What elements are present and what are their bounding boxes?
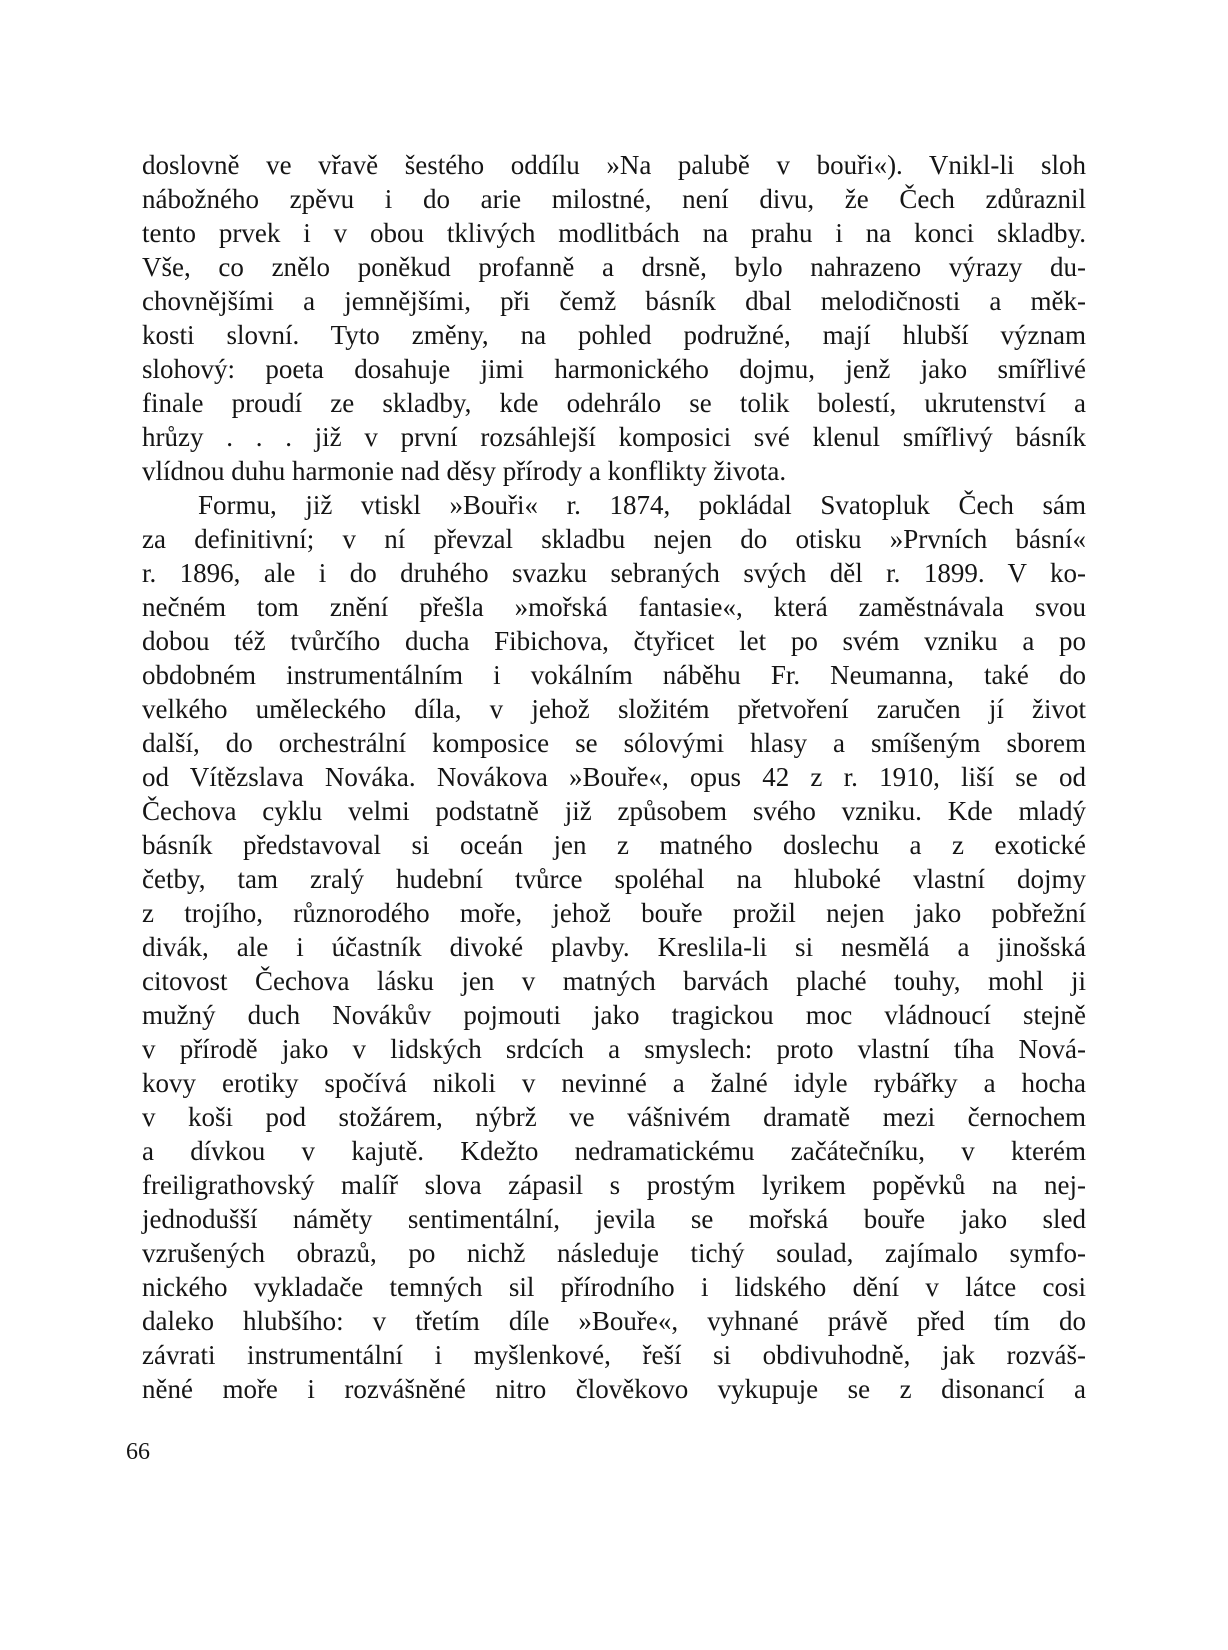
text-line: jednodušší náměty sentimentální, jevila se mořská bouře jako sled bbox=[142, 1204, 1086, 1234]
text-line: nábožného zpěvu i do arie milostné, není divu, že Čech zdůraznil bbox=[142, 184, 1086, 214]
text-line: freiligrathovský malíř slova zápasil s prostým lyrikem popěvků na nej- bbox=[142, 1170, 1086, 1200]
text-line: mužný duch Novákův pojmouti jako tragickou moc vládnoucí stejně bbox=[142, 1000, 1086, 1030]
text-line: slohový: poeta dosahuje jimi harmonického dojmu, jenž jako smířlivé bbox=[142, 354, 1086, 384]
text-line: hrůzy . . . již v první rozsáhlejší komposici své klenul smířlivý básník bbox=[142, 422, 1086, 452]
text-line: básník představoval si oceán jen z matného doslechu a z exotické bbox=[142, 830, 1086, 860]
text-line: v přírodě jako v lidských srdcích a smyslech: proto vlastní tíha Nová- bbox=[142, 1034, 1086, 1064]
text-line: četby, tam zralý hudební tvůrce spoléhal na hluboké vlastní dojmy bbox=[142, 864, 1086, 894]
text-line: od Vítězslava Nováka. Novákova »Bouře«, opus 42 z r. 1910, liší se od bbox=[142, 762, 1086, 792]
text-line: vzrušených obrazů, po nichž následuje tichý soulad, zajímalo symfo- bbox=[142, 1238, 1086, 1268]
text-line: kosti slovní. Tyto změny, na pohled podružné, mají hlubší význam bbox=[142, 320, 1086, 350]
text-line: nečném tom znění přešla »mořská fantasie«, která zaměstnávala svou bbox=[142, 592, 1086, 622]
text-line: finale proudí ze skladby, kde odehrálo se tolik bolestí, ukrutenství a bbox=[142, 388, 1086, 418]
text-line: v koši pod stožárem, nýbrž ve vášnivém dramatě mezi černochem bbox=[142, 1102, 1086, 1132]
text-line: a dívkou v kajutě. Kdežto nedramatickému začátečníku, v kterém bbox=[142, 1136, 1086, 1166]
text-line: chovnějšími a jemnějšími, při čemž básník dbal melodičnosti a měk- bbox=[142, 286, 1086, 316]
text-line: kovy erotiky spočívá nikoli v nevinné a žalné idyle rybářky a hocha bbox=[142, 1068, 1086, 1098]
page-number: 66 bbox=[126, 1439, 150, 1465]
text-line: obdobném instrumentálním i vokálním náběhu Fr. Neumanna, také do bbox=[142, 660, 1086, 690]
text-line: něné moře i rozvášněné nitro člověkovo vykupuje se z disonancí a bbox=[142, 1374, 1086, 1404]
text-line: r. 1896, ale i do druhého svazku sebraných svých děl r. 1899. V ko- bbox=[142, 558, 1086, 588]
text-line: Čechova cyklu velmi podstatně již způsobem svého vzniku. Kde mladý bbox=[142, 796, 1086, 826]
text-line: divák, ale i účastník divoké plavby. Kreslila-li si nesmělá a jinošská bbox=[142, 932, 1086, 962]
text-line: dobou též tvůrčího ducha Fibichova, čtyřicet let po svém vzniku a po bbox=[142, 626, 1086, 656]
text-line: vlídnou duhu harmonie nad děsy přírody a konflikty života. bbox=[142, 456, 787, 486]
text-line: Formu, již vtiskl »Bouři« r. 1874, pokládal Svatopluk Čech sám bbox=[198, 490, 1086, 520]
text-line: citovost Čechova lásku jen v matných barvách plaché touhy, mohl ji bbox=[142, 966, 1086, 996]
text-line: doslovně ve vřavě šestého oddílu »Na palubě v bouři«). Vnikl-li sloh bbox=[142, 150, 1086, 180]
text-line: závrati instrumentální i myšlenkové, řeší si obdivuhodně, jak rozváš- bbox=[142, 1340, 1086, 1370]
text-line: nického vykladače temných sil přírodního i lidského dění v látce cosi bbox=[142, 1272, 1086, 1302]
text-line: Vše, co znělo poněkud profanně a drsně, bylo nahrazeno výrazy du- bbox=[142, 252, 1086, 282]
text-line: z trojího, různorodého moře, jehož bouře prožil nejen jako pobřežní bbox=[142, 898, 1086, 928]
paragraph bbox=[142, 148, 1086, 488]
body-text bbox=[142, 148, 1086, 1406]
text-line: tento prvek i v obou tklivých modlitbách na prahu i na konci skladby. bbox=[142, 218, 1086, 248]
text-line: daleko hlubšího: v třetím díle »Bouře«, vyhnané právě před tím do bbox=[142, 1306, 1086, 1336]
text-line: za definitivní; v ní převzal skladbu nejen do otisku »Prvních básní« bbox=[142, 524, 1086, 554]
text-line: další, do orchestrální komposice se sólovými hlasy a smíšeným sborem bbox=[142, 728, 1086, 758]
paragraph bbox=[142, 488, 1086, 1406]
text-line: velkého uměleckého díla, v jehož složitém přetvoření zaručen jí život bbox=[142, 694, 1086, 724]
